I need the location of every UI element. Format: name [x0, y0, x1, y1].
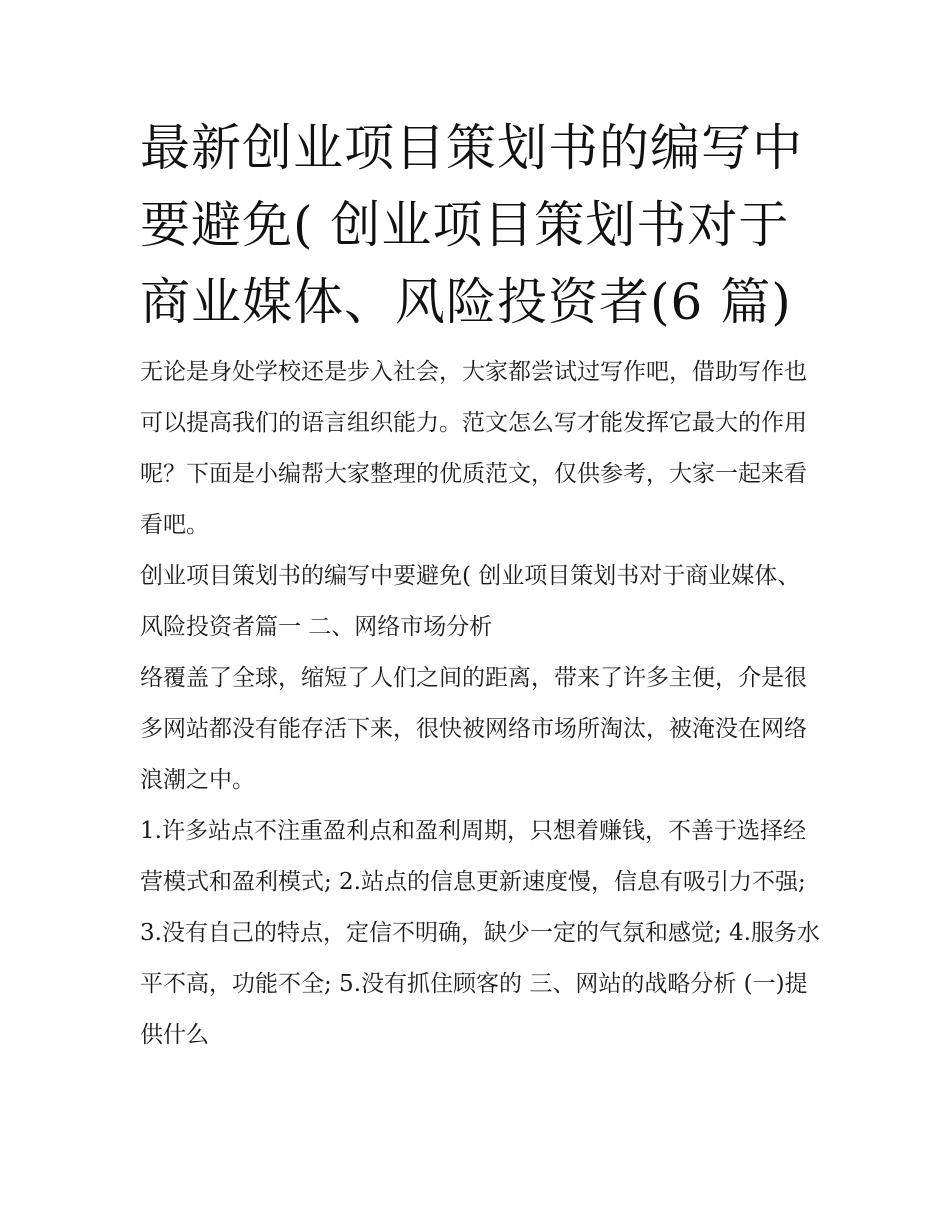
paragraph-problems-1: 1.许多站点不注重盈利点和盈利周期，只想着赚钱，不善于选择经营模式和盈利模式; 2.站点的信息更新速度慢，信息有吸引力不强; — [140, 818, 806, 895]
document-page — [140, 110, 820, 1061]
paragraph-network-overview: 络覆盖了全球，缩短了人们之间的距离，带来了许多主便，介是很多网站都没有能存活下来，很快被网络市场所淘汰，被淹没在网络浪潮之中。 — [140, 665, 807, 793]
paragraph-problems-2: 3.没有自己的特点，定信不明确，缺少一定的气氛和感觉; 4.服务水平不高，功能不全; 5.没有抓住顾客的 三、网站的战略分析 (一)提供什么 — [140, 920, 820, 1048]
paragraph-section-heading: 创业项目策划书的编写中要避免( 创业项目策划书对于商业媒体、风险投资者篇一 二、网络市场分析 — [140, 563, 801, 640]
document-title: 最新创业项目策划书的编写中要避免( 创业项目策划书对于商业媒体、风险投资者(6 篇) — [140, 119, 803, 331]
paragraph-intro: 无论是身处学校还是步入社会，大家都尝试过写作吧，借助写作也可以提高我们的语言组织能力。范文怎么写才能发挥它最大的作用呢？下面是小编帮大家整理的优质范文，仅供参考，大家一起来看看吧。 — [140, 359, 807, 538]
